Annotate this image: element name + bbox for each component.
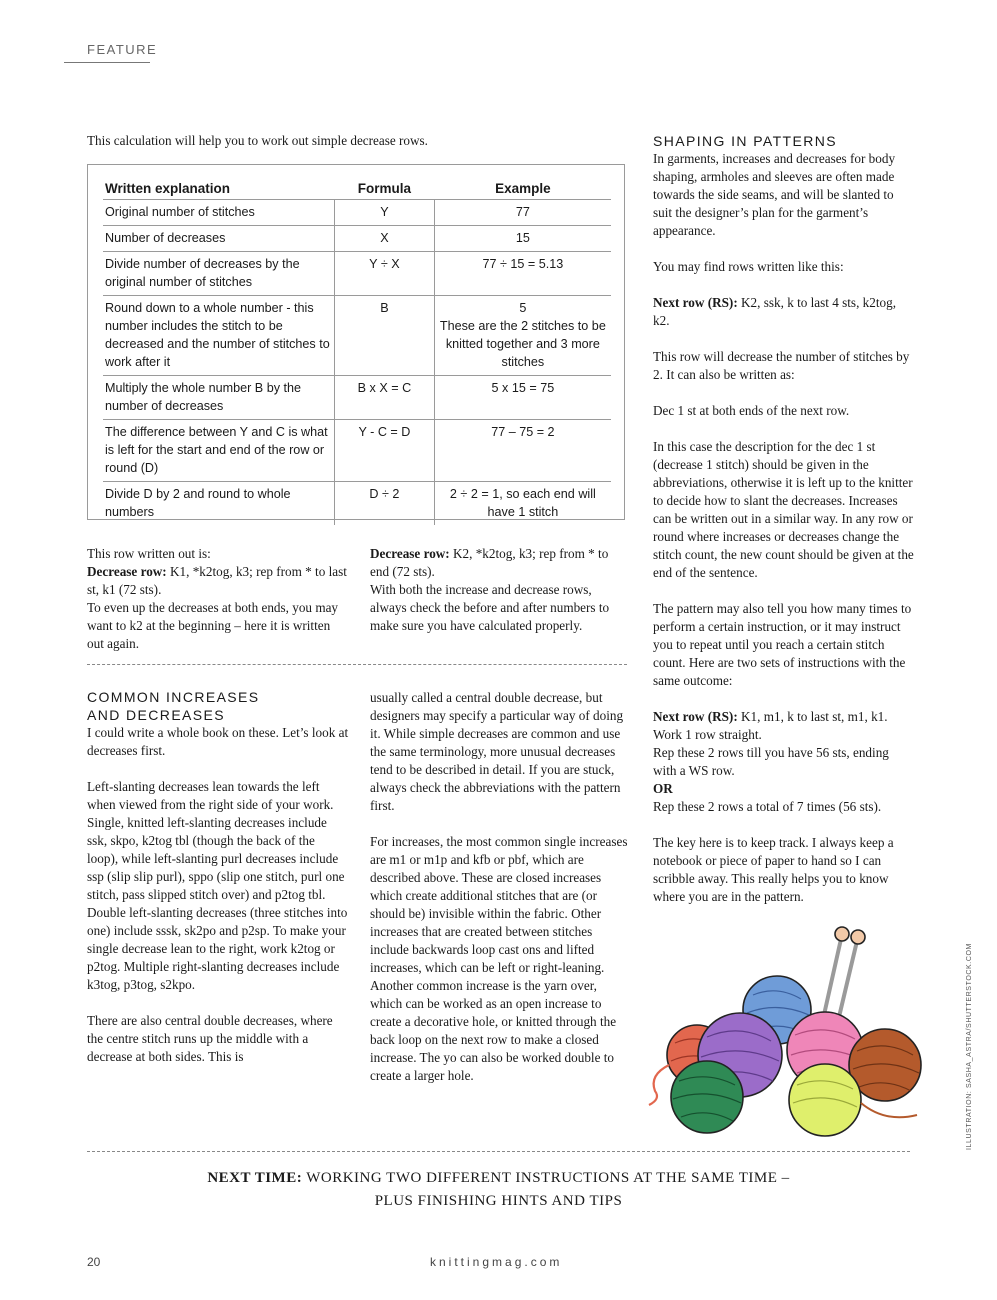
table-row [103,376,611,420]
paragraph: There are also central double decreases, where the centre stitch runs up the middle with a decrease at both sides. This is [87,1013,333,1064]
common-heading-line1: COMMON INCREASES [87,689,260,705]
needle-knob-right [851,930,865,944]
paragraph: I could write a whole book on these. Let’s look at decreases first. [87,725,349,758]
common-column-1 [87,688,349,1066]
explanation-cell: Original number of stitches [103,200,335,226]
explanation-cell: Divide D by 2 and round to whole numbers [105,487,291,519]
illustration-credit: ILLUSTRATION: SASHA_ASTRA/SHUTTERSTOCK.COM [966,943,973,1150]
paragraph: You may find rows written like this: [653,259,844,274]
yarn-strand [861,1103,917,1117]
paragraph: In garments, increases and decreases for body shaping, armholes and sleeves are often made towards the side seams, and will be slanted to suit the designer’s plan for the garment’s appearance. [653,151,896,238]
example-value: 5 [519,301,527,315]
explanation-cell: Round down to a whole number - this number includes the stitch to be decreased and the number of stitches to work after it [103,296,335,376]
decrease-row-text: K2, *k2tog, k3; rep from * to end (72 sts). [370,546,609,579]
formula-cell: B [335,296,435,376]
table-row [103,252,611,296]
table-header-row [103,177,611,200]
next-time-label: NEXT TIME: [207,1170,303,1186]
site-url: knittingmag.com [430,1255,563,1269]
formula-cell: Y ÷ X [335,252,435,296]
paragraph: The key here is to keep track. I always keep a notebook or piece of paper to hand so I can scribble away. This really helps you to know where you are in the pattern. [653,835,894,904]
example-note: These are the 2 stitches to be knitted together and 3 more stitches [439,319,606,369]
formula-cell: X [335,226,435,252]
instruction-line: Rep these 2 rows a total of 7 times (56 sts). [653,799,882,814]
calculation-table [103,177,611,525]
calculation-box [87,164,625,520]
shaping-heading: SHAPING IN PATTERNS [653,133,837,149]
section-tag: FEATURE [87,42,158,57]
common-body-1 [87,724,349,1066]
example-cell: 77 – 75 = 2 [434,420,611,482]
table-row [103,482,611,526]
formula-cell: Y [335,200,435,226]
check-text: With both the increase and decrease rows, always check the before and after numbers to make sure you have calculated properly. [370,582,610,633]
explanation-cell: Multiply the whole number B by the number of decreases [103,376,335,420]
next-row-text: K2, ssk, k to last 4 sts, k2tog, k2. [653,295,896,328]
row-written-left [87,545,349,653]
row-written-right [370,545,626,635]
shaping-column [653,132,915,906]
header-explanation: Written explanation [103,177,335,200]
page-number: 20 [87,1255,101,1269]
decrease-row-1 [87,563,349,599]
common-heading-line2: AND DECREASES [87,707,226,723]
decrease-row-label: Decrease row: [370,546,450,561]
decrease-row-text: K1, *k2tog, k3; rep from * to last st, k1 (72 sts). [87,564,347,597]
section-divider [87,664,627,665]
explanation-cell: Divide number of decreases by the original number of stitches [103,252,335,296]
table-intro: This calculation will help you to work out simple decrease rows. [87,133,428,148]
decrease-row-2 [370,545,626,581]
yarn-strand [649,1065,669,1105]
paragraph [653,708,915,726]
table-row [103,226,611,252]
table-row [103,296,611,376]
next-time-line1 [0,1167,997,1190]
next-row-text: K1, m1, k to last st, m1, k1. [737,709,888,724]
example-cell: 5 x 15 = 75 [434,376,611,420]
green-yarn-ball [671,1061,743,1133]
example-cell: 77 ÷ 15 = 5.13 [434,252,611,296]
paragraph: The pattern may also tell you how many times to perform a certain instruction, or it may instruct you to repeat until you reach a certain stitch count. Here are two sets of instructions with the same outcome: [653,601,912,688]
table-row [103,200,611,226]
row-written-lead: This row written out is: [87,546,211,561]
needle-knob-left [835,927,849,941]
yarn-balls-illustration [635,915,935,1140]
paragraph: Left-slanting decreases lean towards the left when viewed from the right side of your work. Single, knitted left-slanting decreases include ssk, skpo, k2tog tbl (though the back of the loop), while left-slanting purl decreases include ssp (slip slip purl), sppo (slip one stitch, purl one stitch, pass slipped stitch over) and p2tog tbl. Double left-slanting decreases (three stitches into one) include sssk, sk2po and p2sp. To make your single decrease lean to the right, work k2tog or p2tog. Multiple right-slanting decreases include k3tog, p3tog, s2kpo. [87,779,348,992]
formula-cell: Y - C = D [335,420,435,482]
decrease-row-label: Decrease row: [87,564,167,579]
paragraph: This row will decrease the number of stitches by 2. It can also be written as: [653,349,910,382]
footer-divider [87,1151,910,1152]
table-row [103,420,611,482]
yellow-yarn-ball [789,1064,861,1136]
instruction-line: Work 1 row straight. [653,727,762,742]
example-cell: 77 [434,200,611,226]
explanation-cell: The difference between Y and C is what is left for the start and end of the row or round (D) [103,420,335,482]
explanation-cell: Number of decreases [103,226,335,252]
next-row-label: Next row (RS): [653,295,738,310]
common-column-2 [370,689,628,1085]
example-cell: 2 ÷ 2 = 1, so each end will have 1 stitch [449,487,596,519]
paragraph: usually called a central double decrease, but designers may specify a particular way of doing it. While simple decreases are common and use the same terminology, more unusual decreases tend to be described in detail. If you are stuck, always check the abbreviations with the pattern first. [370,690,624,813]
next-time-text: WORKING TWO DIFFERENT INSTRUCTIONS AT THE SAME TIME – [302,1170,790,1186]
section-underline [64,62,150,63]
paragraph [653,294,915,330]
or-label: OR [653,781,673,796]
paragraph: In this case the description for the dec 1 st (decrease 1 stitch) should be given in the abbreviations, otherwise it is left up to the knitter to decide how to slant the decreases. Increases can be written out in a similar way. In any row or round where increases or decreases change the stitch count, the new count should be given at the end of the sentence. [653,439,914,580]
formula-cell: D ÷ 2 [335,482,435,526]
shaping-body [653,150,915,906]
paragraph: For increases, the most common single increases are m1 or m1p and kfb or pbf, which are described above. These are closed increases which create additional stitches that are (or should be) invisible within the fabric. Other increases that are created between stitches include backwards loop cast ons and lifted increases, which can be left or right-leaning. Another common increase is the yarn over, which can be worked as an open increase to create a decorative hole, or knitted through the back loop on the next row to make a closed increase. The yo can also be worked double to create a larger hole. [370,834,628,1083]
instruction-line: Rep these 2 rows till you have 56 sts, ending with a WS row. [653,745,889,778]
paragraph: Dec 1 st at both ends of the next row. [653,403,850,418]
next-row-label: Next row (RS): [653,709,738,724]
example-cell [434,296,611,376]
example-cell: 15 [434,226,611,252]
header-formula: Formula [335,177,435,200]
header-example: Example [434,177,611,200]
even-up-text: To even up the decreases at both ends, you may want to k2 at the beginning – here it is written out again. [87,600,339,651]
next-time-line2: PLUS FINISHING HINTS AND TIPS [374,1193,623,1209]
next-time-banner [0,1167,997,1213]
formula-cell: B x X = C [335,376,435,420]
